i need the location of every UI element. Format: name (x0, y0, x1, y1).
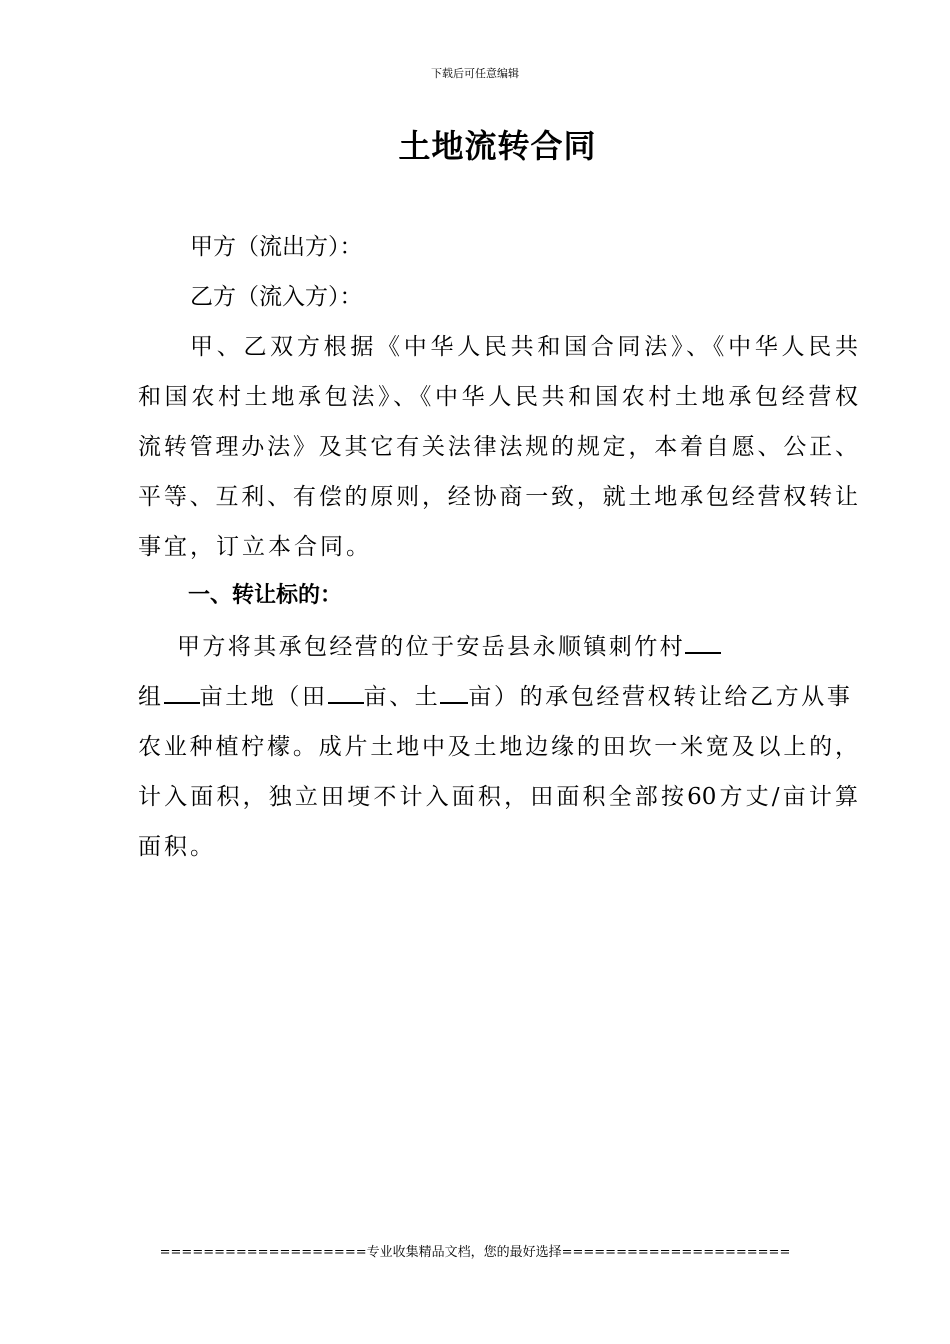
section-1-line-3: 农业种植柠檬。成片土地中及土地边缘的田坎一米宽及以上的， (138, 734, 858, 760)
party-a-label: 甲方（流出方）： (190, 234, 363, 260)
section-1-line-2 (138, 682, 852, 712)
preamble-line-5: 事宜，订立本合同。 (138, 534, 372, 560)
total-area-blank (164, 682, 200, 704)
preamble-line-3: 流转管理办法》及其它有关法律法规的规定，本着自愿、公正、 (138, 434, 858, 460)
document-title: 土地流转合同 (398, 127, 597, 165)
footer-note: ===================专业收集精品文档，您的最好选择===================== (159, 1245, 791, 1260)
section-1-line-1 (177, 632, 721, 662)
paddy-area-blank (328, 682, 364, 704)
preamble-line-1: 甲、乙双方根据《中华人民共和国合同法》、《中华人民共 (190, 334, 858, 360)
land-label: 亩土地（田 (199, 684, 328, 710)
dry-area-blank (440, 682, 468, 704)
party-b-label: 乙方（流入方）： (190, 284, 363, 310)
section-1-heading: 一、转让标的： (188, 583, 343, 608)
header-note: 下载后可任意编辑 (431, 67, 519, 80)
section-1-line-5: 面积。 (138, 834, 216, 860)
village-group-blank (685, 632, 721, 654)
preamble-line-2: 和国农村土地承包法》、《中华人民共和国农村土地承包经营权 (138, 384, 858, 410)
transfer-text: 亩）的承包经营权转让给乙方从事 (468, 684, 853, 710)
preamble-line-4: 平等、互利、有偿的原则，经协商一致，就土地承包经营权转让 (138, 484, 858, 510)
section-1-line-1-text: 甲方将其承包经营的位于安岳县永顺镇刺竹村 (177, 634, 685, 660)
dry-land-label: 亩、土 (363, 684, 441, 710)
group-label: 组 (138, 684, 164, 710)
section-1-line-4: 计入面积，独立田埂不计入面积，田面积全部按60方丈/亩计算 (138, 784, 858, 810)
